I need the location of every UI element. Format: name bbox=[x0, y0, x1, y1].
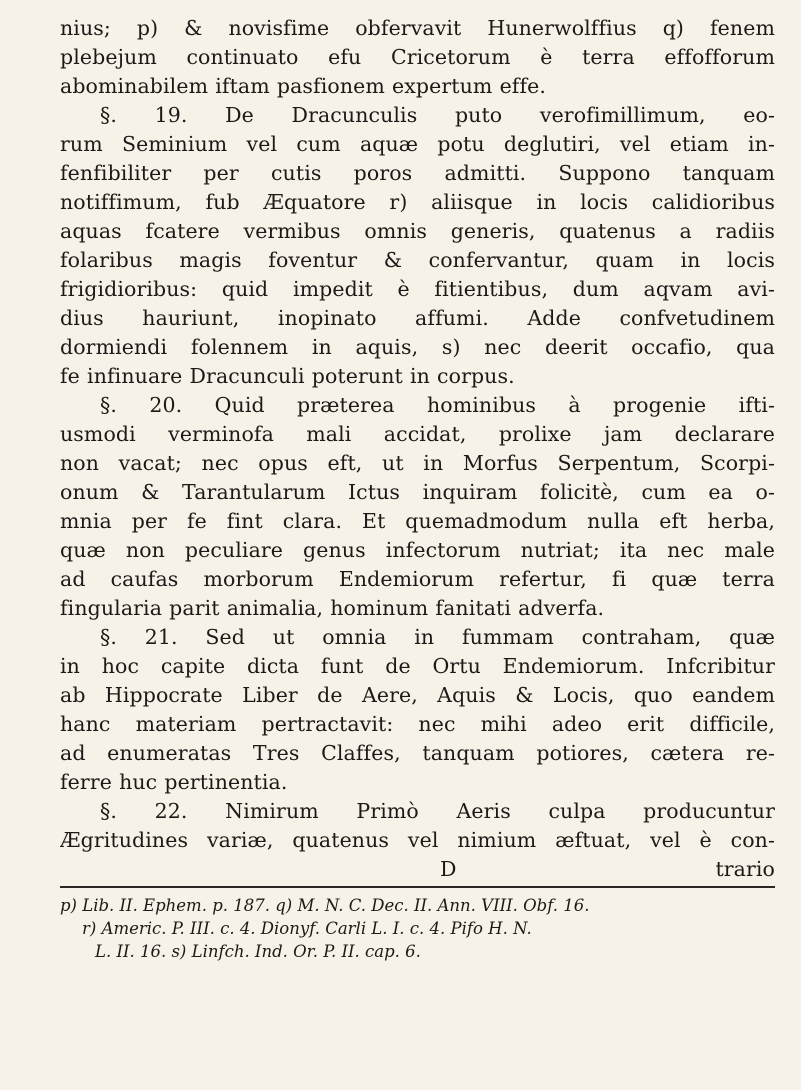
catchword: trario bbox=[715, 857, 775, 881]
text-line: aquas fcatere vermibus omnis generis, quatenus a radiis bbox=[60, 219, 775, 243]
text-line: ferre huc pertinentia. bbox=[60, 770, 288, 794]
text-line: rum Seminium vel cum aquæ potu deglutiri, vel etiam in- bbox=[60, 132, 775, 156]
footnote-line: r) Americ. P. III. c. 4. Dionyf. Carli L. I. c. 4. Pifo H. N. bbox=[82, 919, 532, 938]
section-20-start: §. 20. Quid præterea hominibus à progenie ifti- bbox=[100, 393, 775, 417]
text-line: abominabilem iftam pasfionem expertum effe. bbox=[60, 74, 547, 98]
text-line: ad caufas morborum Endemiorum refertur, fi quæ terra bbox=[60, 567, 775, 591]
text-line: plebejum continuato efu Cricetorum è terra effofforum bbox=[60, 45, 775, 69]
text-line: nius; p) & novisfime obfervavit Hunerwolffius q) fenem bbox=[60, 16, 775, 40]
text-line: quæ non peculiare genus infectorum nutriat; ita nec male bbox=[60, 538, 775, 562]
text-line: fingularia parit animalia, hominum fanitati adverfa. bbox=[60, 596, 605, 620]
text-line: usmodi verminofa mali accidat, prolixe jam declarare bbox=[60, 422, 775, 446]
text-line: hanc materiam pertractavit: nec mihi adeo erit difficile, bbox=[60, 712, 775, 736]
text-line: mnia per fe fint clara. Et quemadmodum nulla eft herba, bbox=[60, 509, 775, 533]
signature-mark: D bbox=[440, 857, 457, 881]
text-line: frigidioribus: quid impedit è fitientibus, dum aqvam avi- bbox=[60, 277, 775, 301]
text-line: fenfibiliter per cutis poros admitti. Suppono tanquam bbox=[60, 161, 775, 185]
text-line: in hoc capite dicta funt de Ortu Endemiorum. Infcribitur bbox=[60, 654, 775, 678]
footnote-line: L. II. 16. s) Linfch. Ind. Or. P. II. cap. 6. bbox=[95, 942, 421, 961]
text-line: dormiendi folennem in aquis, s) nec deerit occafio, qua bbox=[60, 335, 775, 359]
text-line: notiffimum, fub Æquatore r) aliisque in locis calidioribus bbox=[60, 190, 775, 214]
footnote-line: p) Lib. II. Ephem. p. 187. q) M. N. C. Dec. II. Ann. VIII. Obf. 16. bbox=[60, 896, 590, 915]
text-line: ad enumeratas Tres Claffes, tanquam potiores, cætera re- bbox=[60, 741, 775, 765]
main-text bbox=[60, 14, 775, 884]
text-line: dius hauriunt, inopinato affumi. Adde confvetudinem bbox=[60, 306, 775, 330]
section-19-start: §. 19. De Dracunculis puto verofimillimum, eo- bbox=[100, 103, 775, 127]
text-line: fe infinuare Dracunculi poterunt in corpus. bbox=[60, 364, 515, 388]
section-22-start: §. 22. Nimirum Primò Aeris culpa producuntur bbox=[100, 799, 775, 823]
text-line: Ægritudines variæ, quatenus vel nimium æftuat, vel è con- bbox=[60, 828, 775, 852]
text-line: folaribus magis foventur & confervantur, quam in locis bbox=[60, 248, 775, 272]
text-line: non vacat; nec opus eft, ut in Morfus Serpentum, Scorpi- bbox=[60, 451, 775, 475]
text-line: ab Hippocrate Liber de Aere, Aquis & Locis, quo eandem bbox=[60, 683, 775, 707]
signature-line bbox=[60, 855, 775, 884]
footnote-divider bbox=[60, 886, 775, 888]
footnotes bbox=[60, 894, 775, 963]
text-line: onum & Tarantularum Ictus inquiram folicitè, cum ea o- bbox=[60, 480, 775, 504]
section-21-start: §. 21. Sed ut omnia in fummam contraham, quæ bbox=[100, 625, 775, 649]
